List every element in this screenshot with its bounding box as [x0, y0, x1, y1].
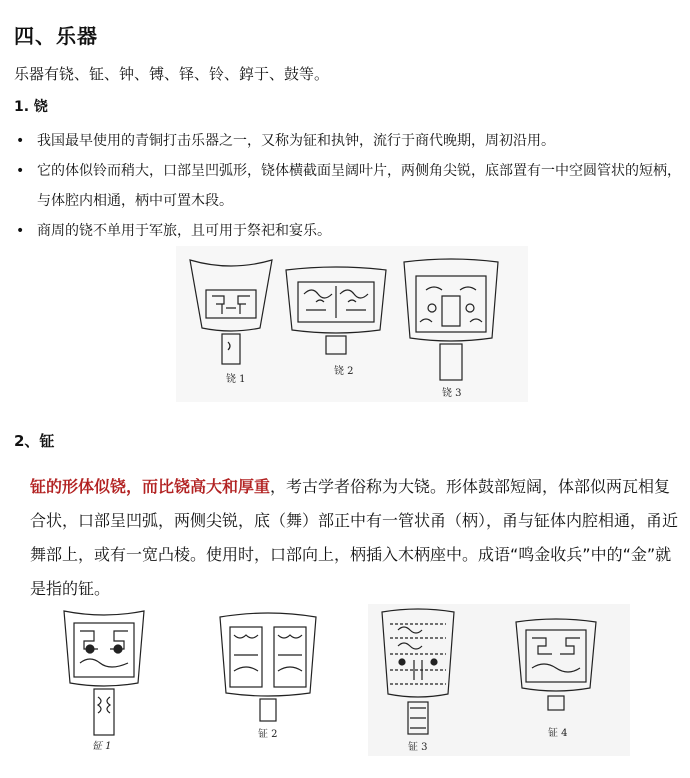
zheng-1-drawing — [64, 611, 144, 735]
figure-caption: 钲 3 — [408, 742, 428, 753]
list-item — [14, 216, 684, 246]
zheng-2-drawing — [220, 613, 316, 721]
list-item — [14, 126, 684, 156]
figure-caption: 钲 1 — [92, 741, 112, 752]
bullet-text: 商周的铙不单用于军旅，且可用于祭祀和宴乐。 — [37, 223, 331, 239]
nao-bullet-list — [14, 126, 684, 246]
figure-caption: 钲 4 — [548, 728, 568, 739]
figure-caption: 铙 3 — [442, 388, 462, 399]
bullet-icon: • — [16, 163, 25, 179]
zheng-highlight: 钲的形体似铙，而比铙高大和厚重 — [30, 477, 271, 496]
figure-caption: 钲 2 — [258, 729, 278, 740]
zheng-figure-left — [56, 605, 356, 760]
section-title: 四、乐器 — [14, 24, 98, 48]
zheng-heading: 2、钲 — [14, 432, 55, 450]
zheng-paragraph — [30, 470, 680, 606]
list-item — [14, 156, 684, 216]
intro-text: 乐器有铙、钲、钟、镈、铎、铃、錞于、鼓等。 — [14, 65, 330, 83]
bullet-icon: • — [16, 223, 25, 239]
bullet-text: 它的体似铃而稍大，口部呈凹弧形，铙体横截面呈阔叶片，两侧角尖锐，底部置有一中空圆管状的短柄，与体腔内相通，柄中可置木段。 — [37, 163, 681, 209]
figure-caption: 铙 1 — [226, 374, 246, 385]
zheng-4-drawing — [516, 619, 596, 710]
bullet-icon: • — [16, 133, 25, 149]
nao-illustrations — [176, 246, 528, 402]
nao-3-drawing — [404, 259, 498, 380]
zheng-illustrations-1-2 — [56, 605, 356, 760]
zheng-body-text: ，考古学者俗称为大铙。形体鼓部短阔，体部似两瓦相复合状，口部呈凹弧，两侧尖锐，底（舞）部正中有一管状甬（柄），甬与钲体内腔相通，甬近舞部上，或有一宽凸棱。使用时，口部向上，柄插入木柄座中。成语“鸣金收兵”中的“金”就是指的钲。 — [30, 477, 679, 598]
figure-caption: 铙 2 — [334, 366, 354, 377]
nao-1-drawing — [190, 260, 272, 364]
zheng-figure-right — [368, 604, 630, 756]
nao-figure — [176, 246, 528, 402]
nao-2-drawing — [286, 267, 386, 354]
zheng-3-drawing — [382, 609, 454, 734]
zheng-illustrations-3-4 — [368, 604, 630, 756]
nao-heading: 1. 铙 — [14, 99, 48, 115]
bullet-text: 我国最早使用的青铜打击乐器之一，又称为钲和执钟，流行于商代晚期，周初沿用。 — [37, 133, 555, 149]
